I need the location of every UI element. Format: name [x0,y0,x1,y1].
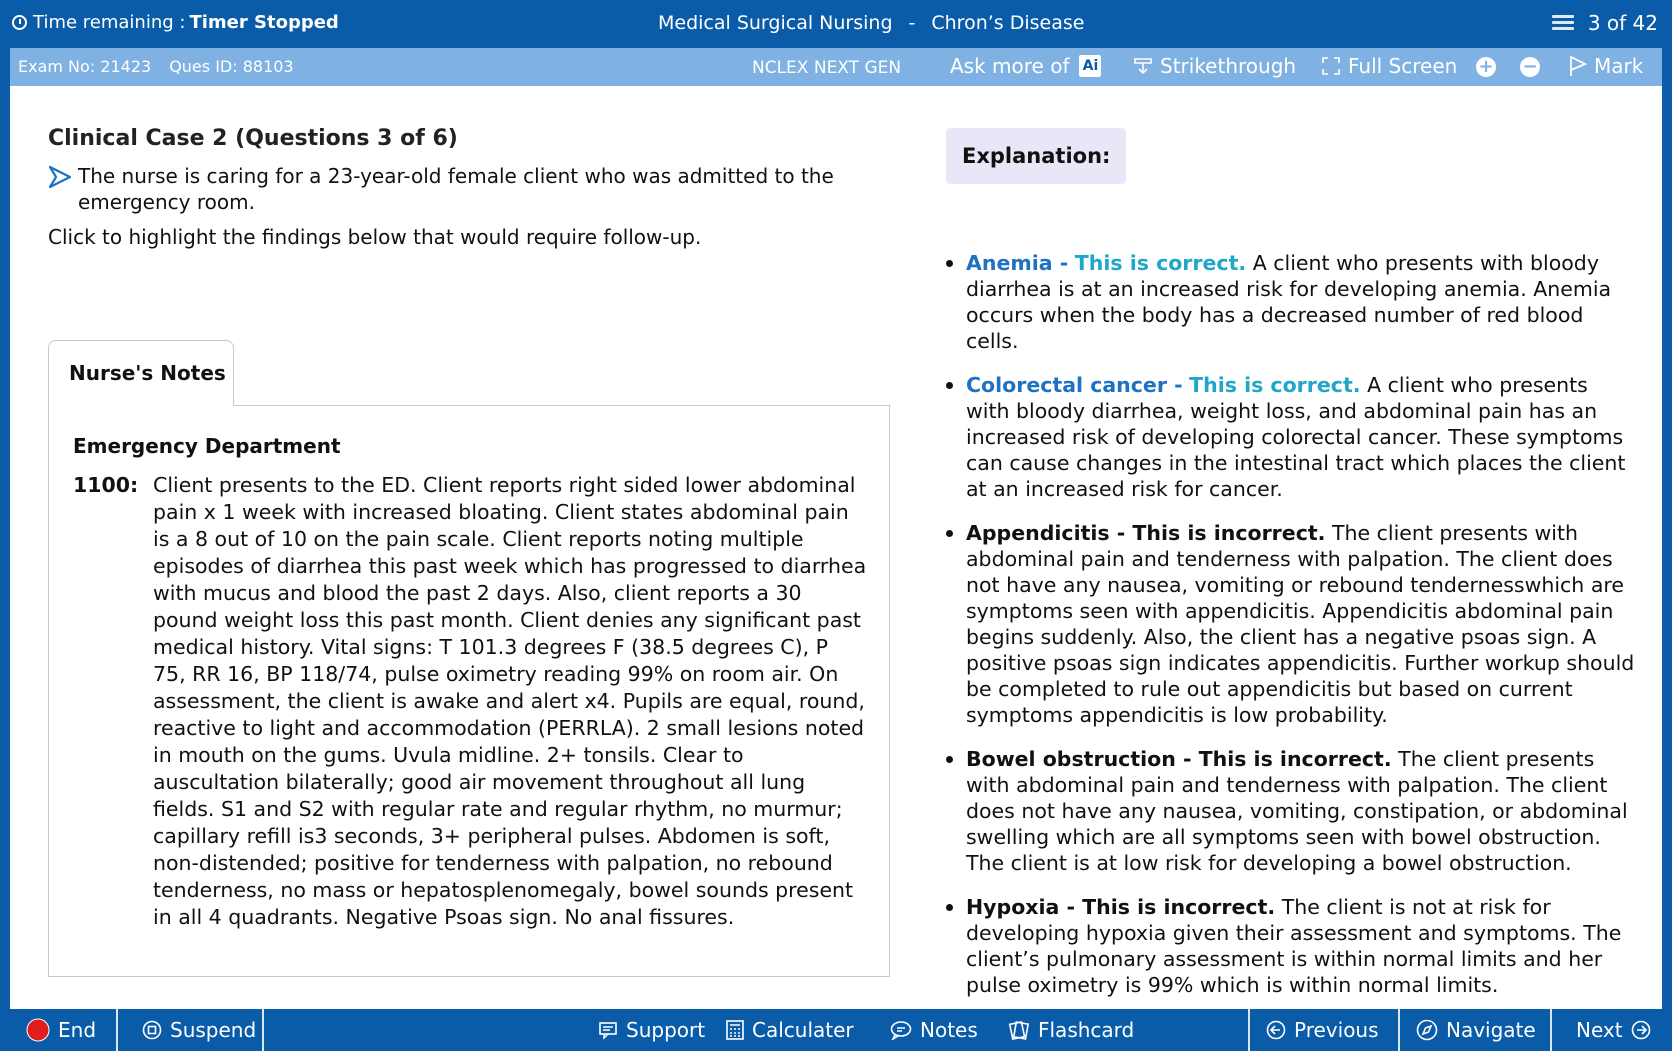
plus-icon: + [1476,57,1496,77]
explanation-term: Bowel obstruction - This is incorrect. [966,747,1392,771]
notes-section-title: Emergency Department [73,434,341,458]
explanation-item-bowel-obstruction [946,746,1636,876]
question-stack-icon [1552,15,1574,31]
explanation-verdict: This is correct. [1189,373,1361,397]
navigate-button[interactable] [1416,1009,1536,1051]
bottom-divider [1550,1009,1552,1051]
explanation-text: The client presents with abdominal pain and tenderness with palpation. The client does not have any nausea, vomiting, constipation, or abdominal swelling which are all symptoms seen with bowel obstruction. The client is at low risk for developing a bowel obstruction. [966,747,1628,875]
suspend-button[interactable] [142,1009,256,1051]
flashcard-label: Flashcard [1038,1018,1135,1042]
exam-number: Exam No: 21423 [18,57,152,76]
strikethrough-button[interactable] [1132,54,1296,78]
flag-icon [1568,55,1588,77]
explanation-text: The client is not at risk for developing hypoxia given their assessment and symptoms. The client’s pulmonary assessment is within normal limits and her pulse oximetry is 99% which is within normal limits. [966,895,1622,997]
expand-icon [1320,55,1342,77]
calculator-icon [726,1020,744,1040]
notes-label: Notes [920,1018,978,1042]
bottom-divider [1248,1009,1250,1051]
explanation-panel [946,128,1636,1016]
explanation-term: Hypoxia - This is incorrect. [966,895,1276,919]
flashcard-button[interactable] [1008,1009,1134,1051]
strikethrough-icon [1132,55,1154,77]
support-button[interactable] [598,1009,705,1051]
explanation-item-colorectal-cancer [946,372,1636,502]
end-label: End [58,1018,97,1042]
instruction-text: Click to highlight the findings below that would require follow-up. [48,225,702,249]
arrow-left-icon [1266,1020,1286,1040]
explanation-text: The client presents with abdominal pain and tenderness with palpation. The client does not have any nausea, vomiting or rebound tendernesswhich are symptoms seen with appendicitis. Appendicitis abdominal pain begins suddenly. Also, the client has a negative psoas sign. A positive psoas sign indicates appendicitis. Further workup should be completed to rule out appendicitis but based on current symptoms appendicitis is low probability. [966,521,1635,727]
mark-button[interactable] [1568,54,1643,78]
explanation-list [946,250,1636,998]
strikethrough-label: Strikethrough [1160,54,1297,78]
nclex-label: NCLEX NEXT GEN [752,58,902,78]
timer-status: Timer Stopped [189,12,339,33]
explanation-item-hypoxia [946,894,1636,998]
flashcard-icon [1008,1019,1030,1041]
explanation-text: A client who presents with bloody diarrhea, weight loss, and abdominal pain has an increased risk of developing colorectal cancer. These symptoms can cause changes in the intestinal tract which places the client at an increased risk for cancer. [966,373,1626,501]
exam-ids [18,57,294,76]
case-title: Clinical Case 2 (Questions 3 of 6) [48,126,458,151]
explanation-item-appendicitis [946,520,1636,728]
full-screen-button[interactable] [1320,54,1457,78]
explanation-term: Appendicitis - This is incorrect. [966,521,1326,545]
explanation-term: Colorectal cancer - [966,373,1183,397]
question-counter [1552,11,1658,35]
next-label: Next [1576,1018,1623,1042]
previous-label: Previous [1294,1018,1379,1042]
explanation-term: Anemia - [966,251,1069,275]
minus-icon: − [1520,57,1540,77]
calculator-label: Calculater [752,1018,854,1042]
content-area [10,86,1662,1009]
explanation-text: A client who presents with bloody diarrhea is at an increased risk for developing anemia. Anemia occurs when the body has a decreased number of red blood cells. [966,251,1612,353]
question-id: Ques ID: 88103 [169,57,294,76]
title-separator: - [908,12,916,34]
tab-nurses-notes-label: Nurse's Notes [69,361,226,385]
toolbar [10,48,1662,86]
full-screen-label: Full Screen [1348,54,1458,78]
nurses-notes-panel [48,405,890,977]
notes-button[interactable] [890,1009,978,1051]
ask-ai-label: Ask more of [950,54,1070,78]
bottom-divider [262,1009,264,1051]
pause-icon [142,1020,162,1040]
suspend-label: Suspend [170,1018,257,1042]
arrow-icon [48,165,78,215]
note-time: 1100: [73,473,139,497]
question-counter-text: 3 of 42 [1587,11,1658,35]
bottom-divider [1398,1009,1400,1051]
end-button[interactable] [26,1009,96,1051]
compass-icon [1416,1019,1438,1041]
ai-icon: Ai [1079,55,1101,77]
ask-ai-button[interactable] [950,54,1101,78]
support-label: Support [626,1018,706,1042]
calculator-button[interactable] [726,1009,854,1051]
zoom-out-button[interactable] [1520,57,1540,77]
subject-title: Medical Surgical Nursing [658,12,893,34]
note-entry [73,472,867,931]
question-stem [48,163,848,215]
tab-nurses-notes[interactable] [48,340,234,406]
topic-title: Chron’s Disease [931,12,1085,34]
explanation-title: Explanation: [946,128,1126,184]
stop-icon [26,1018,50,1042]
clock-icon [12,15,27,30]
top-bar [0,0,1672,48]
note-text[interactable]: Client presents to the ED. Client reports right sided lower abdominal pain x 1 week with increased bloating. Client states abdominal pain is a 8 out of 10 on the pain scale. Client reports noting multiple episodes of diarrhea this past week which has progressed to diarrhea with mucus and blood the past 2 days. Also, client reports a 30 pound weight loss this past month. Client denies any significant past medical history. Vital signs: T 101.3 degrees F (38.5 degrees C), P 75, RR 16, BP 118/74, pulse oximetry reading 99% on room air. On assessment, the client is awake and alert x4. Pupils are equal, round, reactive to light and accommodation (PERRLA). 2 small lesions noted in mouth on the gums. Uvula midline. 2+ tonsils. Clear to auscultation bilaterally; good air movement throughout all lung fields. S1 and S2 with regular rate and regular rhythm, no murmur; capillary refill is3 seconds, 3+ peripheral pulses. Abdomen is soft, non-distended; positive for tenderness with palpation, no rebound tenderness, no mass or hepatosplenomegaly, bowel sounds present in all 4 quadrants. Negative Psoas sign. No anal fissures. [153,473,867,929]
bottom-divider [116,1009,118,1051]
previous-button[interactable] [1266,1009,1379,1051]
support-icon [598,1020,618,1040]
timer [12,12,339,33]
timer-label: Time remaining : [33,12,186,33]
mark-label: Mark [1594,54,1644,78]
arrow-right-icon [1631,1020,1651,1040]
navigate-label: Navigate [1446,1018,1536,1042]
chat-icon [890,1020,912,1040]
zoom-in-button[interactable] [1476,57,1496,77]
exam-title [658,12,1084,34]
explanation-item-anemia [946,250,1636,354]
stem-text: The nurse is caring for a 23-year-old female client who was admitted to the emergency room. [78,164,834,214]
question-panel [48,126,867,929]
explanation-verdict: This is correct. [1074,251,1247,275]
next-button[interactable] [1576,1009,1651,1051]
bottom-bar [0,1009,1672,1051]
